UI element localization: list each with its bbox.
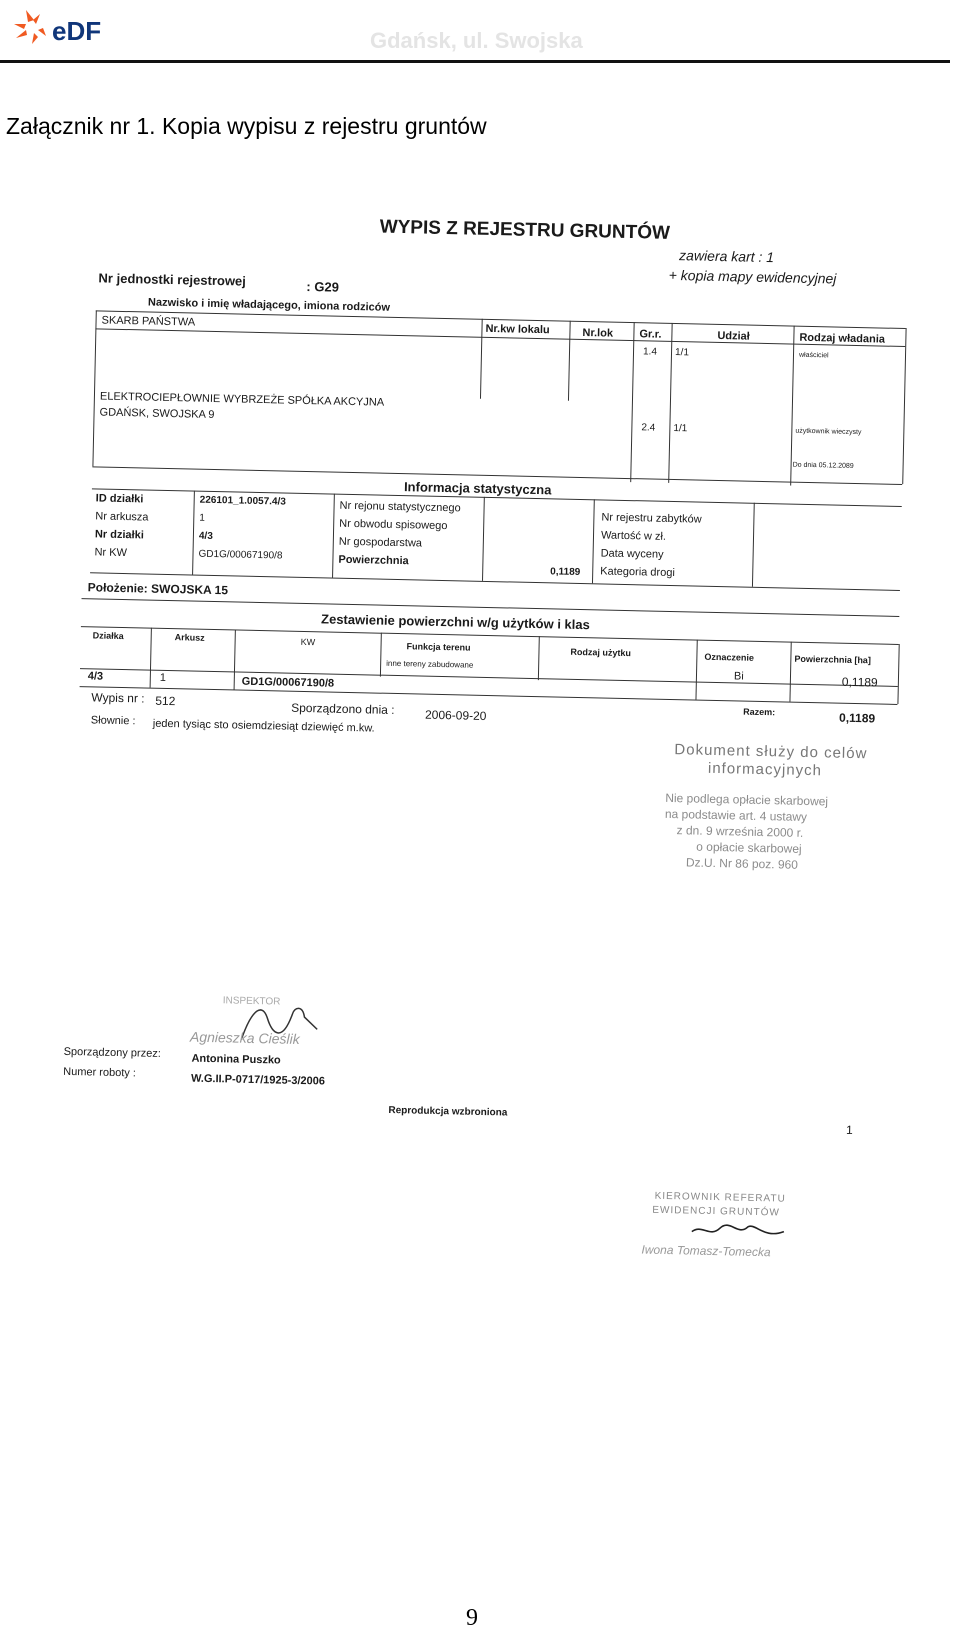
logo-text: eDF	[52, 16, 102, 46]
sheet-label: Nr arkusza	[95, 510, 149, 524]
summary-row-kw: GD1G/00067190/8	[241, 675, 335, 690]
summary-plot-header: Działka	[92, 630, 124, 642]
owner-2-address: GDAŃSK, SWOJSKA 9	[99, 406, 215, 421]
location-label: Położenie: SWOJSKA 15	[87, 580, 229, 598]
nr-lok-header: Nr.lok	[582, 326, 614, 340]
share-header: Udział	[717, 329, 750, 343]
area-label: Powierzchnia	[338, 553, 409, 568]
summary-row-sheet: 1	[159, 671, 167, 684]
head-name: Iwona Tomasz-Tomecka	[641, 1242, 771, 1260]
date-value: 2006-09-20	[424, 707, 487, 723]
summary-use-header: Rodzaj użytku	[570, 646, 632, 659]
cards-note: zawiera kart : 1	[678, 247, 775, 266]
kw-lokalu-header: Nr.kw lokalu	[485, 322, 550, 337]
grr-header: Gr.r.	[639, 328, 662, 341]
summary-kw-header: KW	[300, 636, 316, 648]
area-value: 0,1189	[550, 566, 581, 578]
summary-function-header: Funkcja terenu	[406, 641, 471, 653]
total-value: 0,1189	[838, 710, 876, 726]
info-stamp-line-2: informacyjnych	[707, 759, 823, 780]
fee-stamp-line-2: na podstawie art. 4 ustawy	[664, 806, 808, 825]
extract-no-label: Wypis nr :	[91, 690, 145, 706]
head-signature	[688, 1218, 788, 1244]
valuation-label: Data wyceny	[600, 547, 664, 561]
farm-label: Nr gospodarstwa	[338, 535, 423, 550]
total-label: Razem:	[743, 706, 776, 718]
value-label: Wartość w zł.	[600, 529, 667, 543]
prepared-by: Antonina Puszko	[191, 1052, 281, 1067]
document-title: WYPIS Z REJESTRU GRUNTÓW	[379, 216, 671, 244]
ownership-type-header: Rodzaj władania	[799, 331, 886, 346]
inspector-stamp: INSPEKTOR	[222, 995, 281, 1008]
owner-2-type: użytkownik wieczysty	[795, 427, 862, 437]
unit-label: Nr jednostki rejestrowej	[98, 270, 247, 289]
unit-value: : G29	[306, 278, 340, 295]
inspector-name: Agnieszka Cieślik	[189, 1028, 300, 1047]
fee-stamp-line-1: Nie podlega opłacie skarbowej	[665, 790, 829, 809]
fee-stamp-line-5: Dz.U. Nr 86 poz. 960	[685, 855, 799, 872]
fee-stamp-line-3: z dn. 9 września 2000 r.	[676, 823, 804, 840]
head-stamp-line-2: EWIDENCJI GRUNTÓW	[652, 1204, 780, 1219]
fee-stamp-line-4: o opłacie skarbowej	[696, 839, 802, 856]
page-header	[0, 0, 950, 63]
summary-title: Zestawienie powierzchni w/g użytków i klas	[320, 611, 590, 633]
sheet-page-number: 1	[845, 1122, 853, 1138]
edf-logo	[10, 6, 110, 48]
summary-row-mark: Bi	[733, 670, 744, 683]
words-label: Słownie :	[90, 714, 136, 728]
job-label: Numer roboty :	[63, 1065, 137, 1080]
id-value: 226101_1.0057.4/3	[199, 494, 287, 508]
summary-row-area: 0,1189	[841, 674, 878, 690]
region-label: Nr rejonu statystycznego	[339, 499, 461, 515]
summary-sheet-header: Arkusz	[174, 632, 205, 643]
id-label: ID działki	[95, 492, 144, 506]
owner-2-name: ELEKTROCIEPŁOWNIE WYBRZEŻE SPÓŁKA AKCYJNA	[99, 390, 385, 409]
summary-row-plot: 4/3	[87, 670, 104, 683]
attachment-caption: Załącznik nr 1. Kopia wypisu z rejestru gruntów	[6, 113, 487, 139]
owner-1-name: SKARB PAŃSTWA	[101, 314, 196, 329]
job-value: W.G.II.P-0717/1925-3/2006	[190, 1072, 326, 1088]
owner-2-grr: 2.4	[641, 422, 656, 434]
valid-until: Do dnia 05.12.2089	[792, 461, 854, 470]
owner-2-share: 1/1	[673, 422, 688, 435]
map-note: + kopia mapy ewidencyjnej	[668, 266, 837, 287]
owner-1-share: 1/1	[674, 347, 690, 359]
reproduction-note: Reprodukcja wzbroniona	[388, 1104, 508, 1119]
summary-function-value: inne tereny zabudowane	[386, 658, 474, 670]
summary-area-header: Powierzchnia [ha]	[794, 653, 871, 666]
page-number: 9	[466, 1605, 478, 1631]
owner-1-grr: 1.4	[642, 346, 658, 358]
stats-title: Informacja statystyczna	[403, 479, 552, 498]
info-stamp-line-1: Dokument służy do celów	[674, 741, 868, 763]
plot-label: Nr działki	[94, 528, 144, 542]
plot-value: 4/3	[198, 530, 213, 542]
scanned-register-extract	[54, 210, 949, 1399]
sheet-value: 1	[199, 512, 205, 524]
summary-mark-header: Oznaczenie	[704, 651, 755, 663]
road-label: Kategoria drogi	[600, 565, 675, 580]
head-stamp-line-1: KIEROWNIK REFERATU	[654, 1190, 786, 1205]
kw-value: GD1G/00067190/8	[198, 548, 283, 562]
words-value: jeden tysiąc sto osiemdziesiąt dziewięć m.kw.	[152, 717, 375, 735]
owner-name-header: Nazwisko i imię władającego, imiona rodziców	[147, 296, 391, 314]
extract-no: 512	[155, 693, 176, 709]
owner-1-type: właściciel	[798, 351, 829, 360]
prepared-by-label: Sporządzony przez:	[63, 1045, 161, 1060]
monuments-label: Nr rejestru zabytków	[601, 511, 702, 526]
header-location: Gdańsk, ul. Swojska	[370, 28, 583, 53]
census-label: Nr obwodu spisowego	[339, 517, 448, 533]
kw-label: Nr KW	[94, 546, 128, 560]
date-label: Sporządzono dnia :	[291, 700, 395, 717]
